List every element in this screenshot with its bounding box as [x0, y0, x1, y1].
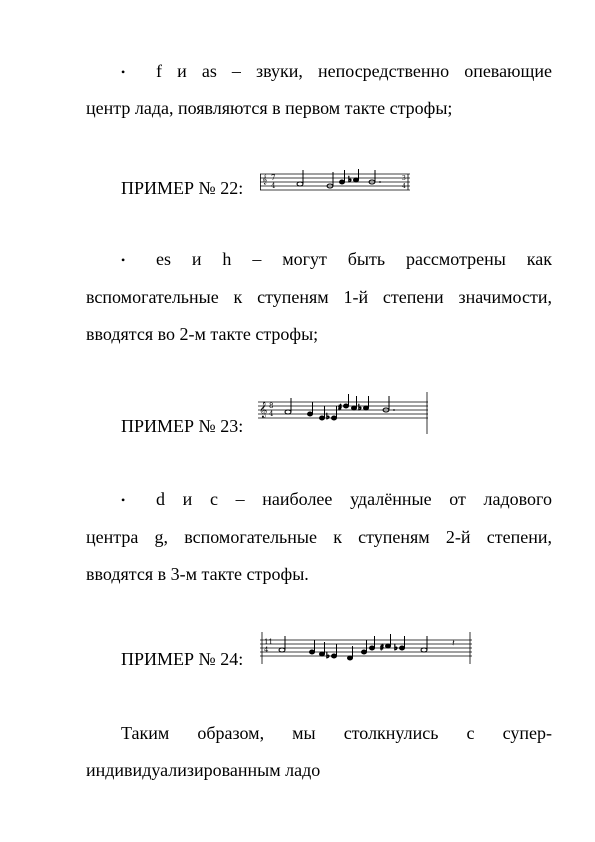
word: к	[333, 527, 342, 547]
svg-text:8: 8	[269, 402, 274, 410]
svg-text:4: 4	[269, 410, 274, 418]
svg-text:4: 4	[271, 182, 276, 190]
word: и	[191, 249, 202, 269]
word: к	[233, 287, 243, 307]
word: могут	[282, 249, 327, 269]
word: столкнулись	[343, 723, 439, 743]
word: g,	[154, 527, 169, 547]
word: ладового	[483, 489, 552, 509]
word: d	[156, 489, 165, 509]
svg-text:3: 3	[402, 175, 406, 182]
paragraph4-line2: индивидуализированным ладо	[86, 760, 321, 780]
word: вспомогательные	[86, 287, 219, 307]
example24-label: ПРИМЕР № 24:	[121, 649, 244, 669]
word: –	[231, 61, 241, 81]
word: звуки,	[256, 61, 303, 81]
word: и	[177, 61, 187, 81]
word: –	[235, 489, 245, 509]
word: f	[156, 61, 162, 81]
word: рассмотрены	[405, 249, 506, 269]
word: от	[449, 489, 466, 509]
bullet-3: •	[121, 493, 126, 507]
word: es	[156, 249, 171, 269]
svg-text:♭: ♭	[358, 403, 362, 412]
svg-text:♭: ♭	[326, 651, 330, 660]
svg-text:11: 11	[264, 638, 273, 646]
word: значимости,	[458, 287, 552, 307]
word: супер-	[502, 723, 552, 743]
word: степени	[382, 287, 444, 307]
word: вспомогательные	[184, 527, 317, 547]
paragraph2-line3: вводятся во 2-м такте строфы;	[86, 324, 319, 344]
bullet-1: •	[121, 65, 126, 79]
svg-text:𝄞: 𝄞	[259, 402, 268, 418]
word: непосредственно	[317, 61, 450, 81]
example23-music-notation	[258, 388, 428, 434]
paragraph2-line2	[86, 287, 552, 307]
example24-music-notation	[260, 630, 472, 668]
word: степени,	[486, 527, 552, 547]
word: 2-й	[445, 527, 471, 547]
word: c	[209, 489, 218, 509]
word: удалённые	[350, 489, 432, 509]
word: быть	[347, 249, 386, 269]
paragraph4-line1	[121, 723, 552, 743]
word: мы	[292, 723, 316, 743]
paragraph3-line3: вводятся в 3-м такте строфы.	[86, 564, 309, 584]
word: ступеням	[257, 287, 329, 307]
paragraph3-line1	[156, 489, 552, 509]
word: как	[526, 249, 552, 269]
bullet-2: •	[121, 253, 126, 267]
example22-label: ПРИМЕР № 22:	[121, 178, 244, 198]
word: центра	[86, 527, 139, 547]
svg-text:♭: ♭	[326, 412, 330, 421]
word: с	[466, 723, 475, 743]
paragraph2-line1	[156, 249, 552, 269]
word: наиболее	[262, 489, 333, 509]
svg-text:♭: ♭	[394, 643, 398, 652]
svg-text:𝄞: 𝄞	[262, 175, 268, 185]
word: h	[222, 249, 232, 269]
word: ступеням	[358, 527, 430, 547]
word: и	[182, 489, 193, 509]
svg-text:♯: ♯	[380, 643, 384, 652]
word: –	[252, 249, 262, 269]
paragraph3-line2	[86, 527, 552, 547]
paragraph1-line1	[156, 61, 552, 81]
svg-text:7: 7	[271, 174, 276, 182]
svg-text:♯: ♯	[338, 403, 342, 412]
svg-text:4: 4	[402, 183, 406, 190]
example23-label: ПРИМЕР № 23:	[121, 416, 244, 436]
paragraph1-line2: центр лада, появляются в первом такте строфы;	[86, 98, 453, 118]
word: as	[201, 61, 217, 81]
svg-text:4: 4	[264, 646, 269, 654]
word: Таким	[121, 723, 170, 743]
svg-text:𝄽: 𝄽	[452, 639, 455, 649]
example22-music-notation	[260, 168, 410, 196]
word: 1-й	[343, 287, 369, 307]
word: опевающие	[464, 61, 552, 81]
svg-text:♭: ♭	[348, 175, 352, 184]
word: образом,	[197, 723, 265, 743]
